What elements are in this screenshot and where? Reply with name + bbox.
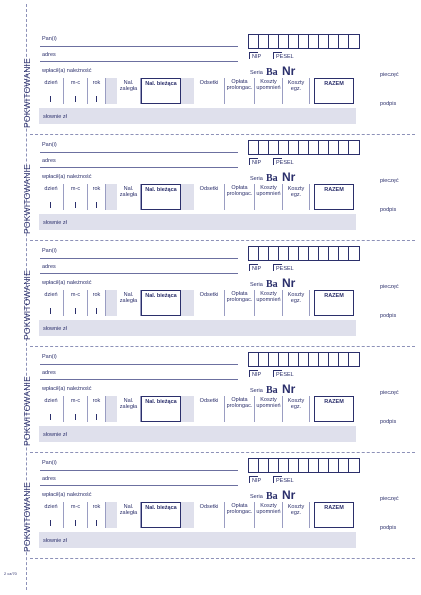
mc-label: m-c bbox=[70, 504, 81, 510]
oplata-label: Opłata prolongac. bbox=[226, 185, 253, 198]
odsetki-label: Odsetki bbox=[199, 80, 219, 86]
odsetki-label: Odsetki bbox=[199, 504, 219, 510]
mc-label: m-c bbox=[70, 292, 81, 298]
pieczec-label: pieczęć bbox=[380, 72, 399, 78]
shade-block bbox=[106, 184, 117, 210]
odsetki-label: Odsetki bbox=[199, 186, 219, 192]
pesel-label: PESEL bbox=[276, 54, 294, 60]
koszty-egz-label: Koszty egz. bbox=[287, 504, 305, 517]
biezaca-label: Nal. bieżąca bbox=[145, 399, 177, 405]
slownie-field[interactable] bbox=[39, 426, 356, 442]
nr-label: Nr bbox=[282, 64, 296, 78]
dzien-cell[interactable] bbox=[39, 290, 64, 316]
nip-label: NIP bbox=[252, 372, 262, 378]
seria-value: Ba bbox=[266, 173, 278, 184]
slownie-label: słownie zł bbox=[43, 114, 67, 120]
vertical-label: POKWITOWANIE bbox=[22, 58, 32, 128]
nip-tab bbox=[249, 54, 261, 60]
bracket-icon bbox=[249, 370, 258, 377]
bracket-icon bbox=[273, 476, 282, 483]
slownie-label: słownie zł bbox=[43, 432, 67, 438]
shade-block bbox=[181, 184, 194, 210]
pieczec-label: pieczęć bbox=[380, 284, 399, 290]
shade-block bbox=[106, 78, 117, 104]
razem-label: RAZEM bbox=[324, 187, 344, 193]
nip-tab bbox=[249, 478, 261, 484]
seria-value: Ba bbox=[266, 279, 278, 290]
bracket-icon bbox=[249, 476, 258, 483]
biezaca-cell[interactable] bbox=[141, 396, 181, 422]
pan-label: Pan(i) bbox=[42, 354, 57, 360]
odsetki-label: Odsetki bbox=[199, 292, 219, 298]
dzien-cell[interactable] bbox=[39, 396, 64, 422]
form-code: 2 cz/70 bbox=[4, 571, 17, 576]
odsetki-cell[interactable] bbox=[194, 396, 225, 422]
podpis-label: podpis bbox=[380, 525, 397, 531]
adres-label: adres bbox=[42, 52, 56, 58]
seria-label: Seria bbox=[250, 176, 263, 182]
dzien-label: dzień bbox=[44, 186, 58, 192]
razem-cell[interactable] bbox=[314, 396, 354, 422]
dzien-label: dzień bbox=[44, 504, 58, 510]
razem-label: RAZEM bbox=[324, 81, 344, 87]
vertical-label: POKWITOWANIE bbox=[22, 164, 32, 234]
podpis-label: podpis bbox=[380, 207, 397, 213]
zalegla-cell[interactable] bbox=[117, 396, 141, 422]
razem-label: RAZEM bbox=[324, 505, 344, 511]
slip-separator bbox=[30, 134, 415, 135]
pieczec-label: pieczęć bbox=[380, 178, 399, 184]
shade-block bbox=[181, 78, 194, 104]
zalegla-label: Nal. zaległa bbox=[119, 186, 138, 199]
dzien-label: dzień bbox=[44, 398, 58, 404]
koszty-egz-cell[interactable] bbox=[283, 290, 310, 316]
nip-label: NIP bbox=[252, 478, 262, 484]
pan-field[interactable] bbox=[40, 470, 238, 471]
mc-label: m-c bbox=[70, 186, 81, 192]
mc-label: m-c bbox=[70, 398, 81, 404]
biezaca-label: Nal. bieżąca bbox=[145, 293, 177, 299]
wplacil-label: wpłacił(a) należność bbox=[42, 492, 92, 498]
koszty-egz-cell[interactable] bbox=[283, 184, 310, 210]
koszty-egz-label: Koszty egz. bbox=[287, 398, 305, 411]
pesel-label: PESEL bbox=[276, 160, 294, 166]
slownie-label: słownie zł bbox=[43, 538, 67, 544]
rok-cell[interactable] bbox=[88, 78, 106, 104]
shade-block bbox=[181, 396, 194, 422]
biezaca-cell[interactable] bbox=[141, 290, 181, 316]
pan-label: Pan(i) bbox=[42, 248, 57, 254]
amounts-row bbox=[39, 396, 355, 424]
oplata-label: Opłata prolongac. bbox=[226, 503, 253, 516]
slip-separator bbox=[30, 346, 415, 347]
amounts-row bbox=[39, 502, 355, 530]
rok-label: rok bbox=[92, 186, 101, 192]
odsetki-label: Odsetki bbox=[199, 398, 219, 404]
koszty-upomnien-label: Koszty upomnień bbox=[256, 397, 281, 410]
amounts-row bbox=[39, 290, 355, 318]
koszty-egz-label: Koszty egz. bbox=[287, 292, 305, 305]
shade-block bbox=[106, 396, 117, 422]
slip-separator bbox=[30, 240, 415, 241]
koszty-upomnien-cell[interactable] bbox=[255, 290, 283, 316]
odsetki-cell[interactable] bbox=[194, 502, 225, 528]
rok-label: rok bbox=[92, 504, 101, 510]
receipt-slip bbox=[0, 136, 421, 243]
amounts-row bbox=[39, 78, 355, 106]
adres-label: adres bbox=[42, 476, 56, 482]
slownie-field[interactable] bbox=[39, 532, 356, 548]
oplata-label: Opłata prolongac. bbox=[226, 397, 253, 410]
razem-cell[interactable] bbox=[314, 290, 354, 316]
odsetki-cell[interactable] bbox=[194, 184, 225, 210]
dzien-cell[interactable] bbox=[39, 184, 64, 210]
rok-cell[interactable] bbox=[88, 184, 106, 210]
oplata-cell[interactable] bbox=[225, 184, 255, 210]
pesel-label: PESEL bbox=[276, 478, 294, 484]
dzien-cell[interactable] bbox=[39, 502, 64, 528]
pesel-label: PESEL bbox=[276, 266, 294, 272]
mc-cell[interactable] bbox=[64, 78, 88, 104]
bracket-icon bbox=[273, 52, 282, 59]
seria-label: Seria bbox=[250, 388, 263, 394]
wplacil-label: wpłacił(a) należność bbox=[42, 68, 92, 74]
pesel-tab bbox=[273, 372, 294, 378]
mc-cell[interactable] bbox=[64, 502, 88, 528]
dzien-cell[interactable] bbox=[39, 78, 64, 104]
shade-block bbox=[106, 502, 117, 528]
amounts-row bbox=[39, 184, 355, 212]
nip-label: NIP bbox=[252, 266, 262, 272]
nip-label: NIP bbox=[252, 160, 262, 166]
nr-label: Nr bbox=[282, 276, 296, 290]
bracket-icon bbox=[273, 370, 282, 377]
slip-separator bbox=[30, 452, 415, 453]
shade-block bbox=[181, 290, 194, 316]
pesel-tab bbox=[273, 266, 294, 272]
razem-cell[interactable] bbox=[314, 184, 354, 210]
bracket-icon bbox=[273, 264, 282, 271]
pan-label: Pan(i) bbox=[42, 460, 57, 466]
wplacil-label: wpłacił(a) należność bbox=[42, 174, 92, 180]
seria-label: Seria bbox=[250, 70, 263, 76]
adres-field[interactable] bbox=[40, 485, 238, 486]
nip-label: NIP bbox=[252, 54, 262, 60]
adres-field[interactable] bbox=[40, 167, 238, 168]
oplata-cell[interactable] bbox=[225, 290, 255, 316]
nip-tab bbox=[249, 266, 261, 272]
koszty-upomnien-cell[interactable] bbox=[255, 184, 283, 210]
koszty-upomnien-label: Koszty upomnień bbox=[256, 291, 281, 304]
receipt-slip bbox=[0, 30, 421, 137]
zalegla-label: Nal. zaległa bbox=[119, 398, 138, 411]
bracket-icon bbox=[249, 158, 258, 165]
slownie-field[interactable] bbox=[39, 320, 356, 336]
odsetki-cell[interactable] bbox=[194, 290, 225, 316]
pesel-tab bbox=[273, 478, 294, 484]
wplacil-label: wpłacił(a) należność bbox=[42, 280, 92, 286]
nr-label: Nr bbox=[282, 170, 296, 184]
zalegla-cell[interactable] bbox=[117, 184, 141, 210]
pan-field[interactable] bbox=[40, 364, 238, 365]
pieczec-label: pieczęć bbox=[380, 390, 399, 396]
rok-label: rok bbox=[92, 398, 101, 404]
slownie-label: słownie zł bbox=[43, 220, 67, 226]
biezaca-cell[interactable] bbox=[141, 78, 181, 104]
nip-tab bbox=[249, 372, 261, 378]
rok-cell[interactable] bbox=[88, 396, 106, 422]
mc-cell[interactable] bbox=[64, 290, 88, 316]
oplata-label: Opłata prolongac. bbox=[226, 79, 253, 92]
razem-label: RAZEM bbox=[324, 293, 344, 299]
oplata-cell[interactable] bbox=[225, 78, 255, 104]
id-number-grid[interactable] bbox=[248, 34, 360, 49]
koszty-egz-cell[interactable] bbox=[283, 502, 310, 528]
rok-label: rok bbox=[92, 80, 101, 86]
rok-label: rok bbox=[92, 292, 101, 298]
biezaca-label: Nal. bieżąca bbox=[145, 505, 177, 511]
rok-cell[interactable] bbox=[88, 502, 106, 528]
mc-label: m-c bbox=[70, 80, 81, 86]
zalegla-cell[interactable] bbox=[117, 290, 141, 316]
zalegla-label: Nal. zaległa bbox=[119, 292, 138, 305]
id-number-grid[interactable] bbox=[248, 458, 360, 473]
podpis-label: podpis bbox=[380, 419, 397, 425]
pan-field[interactable] bbox=[40, 258, 238, 259]
oplata-cell[interactable] bbox=[225, 502, 255, 528]
zalegla-label: Nal. zaległa bbox=[119, 504, 138, 517]
dzien-label: dzień bbox=[44, 80, 58, 86]
koszty-egz-cell[interactable] bbox=[283, 78, 310, 104]
biezaca-cell[interactable] bbox=[141, 184, 181, 210]
razem-cell[interactable] bbox=[314, 502, 354, 528]
bracket-icon bbox=[249, 52, 258, 59]
receipt-slip bbox=[0, 348, 421, 455]
slip-separator bbox=[30, 558, 415, 559]
koszty-upomnien-label: Koszty upomnień bbox=[256, 185, 281, 198]
razem-label: RAZEM bbox=[324, 399, 344, 405]
nr-label: Nr bbox=[282, 488, 296, 502]
podpis-label: podpis bbox=[380, 101, 397, 107]
receipt-slip bbox=[0, 454, 421, 561]
id-number-grid[interactable] bbox=[248, 140, 360, 155]
pan-field[interactable] bbox=[40, 152, 238, 153]
vertical-label: POKWITOWANIE bbox=[22, 270, 32, 340]
adres-label: adres bbox=[42, 264, 56, 270]
adres-label: adres bbox=[42, 158, 56, 164]
adres-field[interactable] bbox=[40, 61, 238, 62]
seria-label: Seria bbox=[250, 494, 263, 500]
id-number-grid[interactable] bbox=[248, 246, 360, 261]
koszty-egz-cell[interactable] bbox=[283, 396, 310, 422]
koszty-upomnien-cell[interactable] bbox=[255, 78, 283, 104]
pan-field[interactable] bbox=[40, 46, 238, 47]
pesel-tab bbox=[273, 54, 294, 60]
oplata-cell[interactable] bbox=[225, 396, 255, 422]
shade-block bbox=[106, 290, 117, 316]
zalegla-cell[interactable] bbox=[117, 78, 141, 104]
pesel-label: PESEL bbox=[276, 372, 294, 378]
pesel-tab bbox=[273, 160, 294, 166]
odsetki-cell[interactable] bbox=[194, 78, 225, 104]
koszty-upomnien-cell[interactable] bbox=[255, 396, 283, 422]
slownie-label: słownie zł bbox=[43, 326, 67, 332]
pan-label: Pan(i) bbox=[42, 36, 57, 42]
seria-label: Seria bbox=[250, 282, 263, 288]
seria-value: Ba bbox=[266, 385, 278, 396]
koszty-egz-label: Koszty egz. bbox=[287, 80, 305, 93]
bracket-icon bbox=[249, 264, 258, 271]
zalegla-label: Nal. zaległa bbox=[119, 80, 138, 93]
nip-tab bbox=[249, 160, 261, 166]
mc-cell[interactable] bbox=[64, 396, 88, 422]
podpis-label: podpis bbox=[380, 313, 397, 319]
biezaca-label: Nal. bieżąca bbox=[145, 81, 177, 87]
receipt-slip bbox=[0, 242, 421, 349]
seria-value: Ba bbox=[266, 67, 278, 78]
biezaca-label: Nal. bieżąca bbox=[145, 187, 177, 193]
pan-label: Pan(i) bbox=[42, 142, 57, 148]
rok-cell[interactable] bbox=[88, 290, 106, 316]
adres-field[interactable] bbox=[40, 379, 238, 380]
pieczec-label: pieczęć bbox=[380, 496, 399, 502]
seria-value: Ba bbox=[266, 491, 278, 502]
vertical-label: POKWITOWANIE bbox=[22, 376, 32, 446]
slownie-field[interactable] bbox=[39, 108, 356, 124]
adres-label: adres bbox=[42, 370, 56, 376]
wplacil-label: wpłacił(a) należność bbox=[42, 386, 92, 392]
razem-cell[interactable] bbox=[314, 78, 354, 104]
adres-field[interactable] bbox=[40, 273, 238, 274]
bracket-icon bbox=[273, 158, 282, 165]
koszty-upomnien-cell[interactable] bbox=[255, 502, 283, 528]
koszty-upomnien-label: Koszty upomnień bbox=[256, 503, 281, 516]
koszty-egz-label: Koszty egz. bbox=[287, 186, 305, 199]
shade-block bbox=[181, 502, 194, 528]
nr-label: Nr bbox=[282, 382, 296, 396]
id-number-grid[interactable] bbox=[248, 352, 360, 367]
slownie-field[interactable] bbox=[39, 214, 356, 230]
dzien-label: dzień bbox=[44, 292, 58, 298]
vertical-label: POKWITOWANIE bbox=[22, 482, 32, 552]
mc-cell[interactable] bbox=[64, 184, 88, 210]
oplata-label: Opłata prolongac. bbox=[226, 291, 253, 304]
biezaca-cell[interactable] bbox=[141, 502, 181, 528]
koszty-upomnien-label: Koszty upomnień bbox=[256, 79, 281, 92]
zalegla-cell[interactable] bbox=[117, 502, 141, 528]
